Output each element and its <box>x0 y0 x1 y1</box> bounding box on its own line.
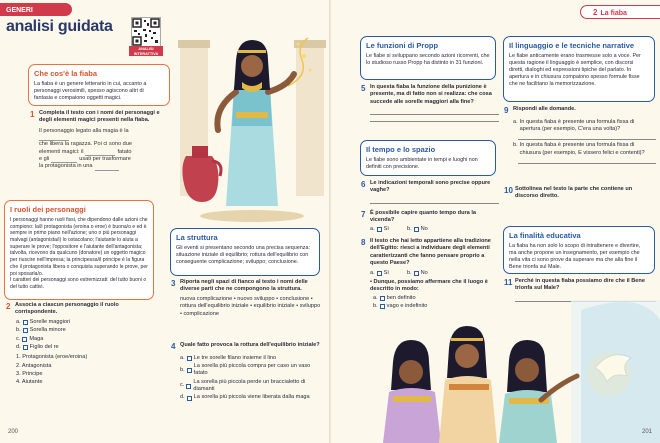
no-option[interactable]: b. No <box>406 269 428 276</box>
fill-line-2: che libera la ragazza. Poi ci sono due <box>39 141 132 148</box>
qr-code[interactable] <box>131 17 161 47</box>
question-text: Perché in questa fiaba possiamo dire che il Bene trionfa sul Male? <box>515 278 645 292</box>
role-item: 1. Protagonista (eroe/eroina) <box>16 354 88 361</box>
question-number: 7 <box>361 210 366 219</box>
box-title: Che cos'è la fiaba <box>34 69 98 78</box>
box-title: La struttura <box>176 233 218 242</box>
answer-line[interactable] <box>518 157 656 164</box>
question-4 <box>171 342 323 402</box>
match-option[interactable]: d. Figlio del re <box>16 343 59 350</box>
question-number: 3 <box>171 279 176 288</box>
yes-option[interactable]: a. Sì <box>370 269 389 276</box>
question-number: 6 <box>361 180 366 189</box>
box-linguaggio <box>503 36 655 102</box>
box-body: I personaggi hanno ruoli fissi, che dipendono dalle azioni che compiono: la/il protagonista (eroina o eroe) è buona/o e ed è sempre in primo piano nell'azione; uno o più personaggi malvagi (antagonista/i) lo ostacolano; l'aiutante lo aiuta a superare le prove; l'oppositore e l'aiutante dell'antagonista; talvolta, ricevono da qualcuno (donatore) un oggetto magico per riuscire nell'impresa; la principessa/il principe è la figura che il protagonista libera o conquista superando le prove, per poi sposarla/o. <box>10 216 148 277</box>
box-tempo-spazio <box>360 140 496 176</box>
box-title: La finalità educativa <box>509 231 581 240</box>
page-title: analisi guidata <box>6 18 113 35</box>
role-item: 4. Aiutante <box>16 379 43 386</box>
question-number: 2 <box>6 302 11 311</box>
question-1: 1 Completa il testo con i nomi dei personaggi e degli elementi magici presenti nella fiaba. Il personaggio legato alla magia è la che libera la ragazza. Poi ci sono due elementi magici: il fatato e gli usati per trasformare la protagonista in una <box>30 110 170 171</box>
box-body: La fiaba è un genere letterario in cui, accanto a personaggi verosimili, spesso agiscono altri di fantasia e compaiono oggetti magici. <box>34 80 147 102</box>
box-title: I ruoli dei personaggi <box>10 205 86 214</box>
left-page <box>0 0 329 443</box>
question-text: In questa fiaba la funzione della punizione è presente, ma di fatto non si realizza: che cosa succede alle sorelle maggiori alla fine? <box>370 84 492 105</box>
genre-tag: GENERI <box>0 3 72 16</box>
structure-items: nuova complicazione • nuovo sviluppo • conclusione • rottura dell'equilibrio iniziale • equilibrio iniziale • sviluppo • complicazione <box>180 295 321 317</box>
match-option[interactable]: a. Sorelle maggiori <box>16 318 71 325</box>
question-text: Completa il testo con i nomi dei personaggi e degli elementi magici presenti nella fiaba. <box>39 110 160 124</box>
role-item: 2. Antagonista <box>16 362 52 369</box>
box-ruoli-personaggi <box>4 200 154 300</box>
egyptian-woman-illustration <box>178 16 326 226</box>
question-number: 11 <box>504 278 513 287</box>
question-6 <box>361 180 499 204</box>
page-number: 201 <box>641 429 652 436</box>
answer-line[interactable] <box>370 115 499 122</box>
box-finalita-educativa <box>503 226 655 274</box>
question-7 <box>361 210 499 233</box>
question-number: 1 <box>30 110 35 119</box>
question-number: 4 <box>171 342 176 351</box>
box-title: Le funzioni di Propp <box>366 41 439 50</box>
question-5 <box>361 84 499 122</box>
answer-line[interactable] <box>370 197 499 204</box>
question-text: Rispondi alle domande. <box>513 106 576 112</box>
question-text: Riporta negli spazi di fianco al testo i nomi delle diverse parti che ne compongono la struttura. <box>180 279 308 293</box>
right-page <box>331 0 660 443</box>
answer-line[interactable] <box>370 108 499 115</box>
match-option[interactable]: b. Sorella minore <box>16 327 66 334</box>
box-che-cose-fiaba <box>28 64 170 106</box>
box-body: Le fiabe si sviluppano secondo azioni ricorrenti, che lo studioso russo Propp ha distinto in 31 funzioni. <box>366 52 490 67</box>
page-number: 200 <box>8 429 19 436</box>
answer-option[interactable]: a. ben definito <box>373 294 416 301</box>
question-number: 9 <box>504 106 509 115</box>
box-title: Il linguaggio e le tecniche narrative <box>509 41 635 50</box>
question-number: 10 <box>504 186 513 195</box>
answer-option[interactable]: b. vago e indefinito <box>373 303 428 309</box>
follow-up-text: • Dunque, possiamo affermare che il luogo è descritto in modo: <box>370 278 488 293</box>
question-text: Quale fatto provoca la rottura dell'equilibrio iniziale? <box>180 342 320 348</box>
box-title: Il tempo e lo spazio <box>366 145 436 154</box>
question-11 <box>504 278 656 302</box>
question-2 <box>6 302 156 387</box>
question-10 <box>504 186 656 201</box>
answer-option[interactable]: a. Le tre sorelle filano insieme il lino <box>180 354 277 361</box>
box-body: Le fiabe sono ambientate in tempi e luoghi non definiti con precisione. <box>366 156 478 171</box>
question-number: 8 <box>361 238 366 247</box>
no-option[interactable]: b. No <box>406 225 428 232</box>
question-9 <box>504 106 656 164</box>
question-3 <box>171 279 323 318</box>
sub-question-a: a. In questa fiaba è presente una formula fissa di apertura (per esempio, C'era una volta)? <box>513 118 635 132</box>
question-text: Sottolinea nel testo la parte che contiene un discorso diretto. <box>515 186 633 200</box>
question-text: Associa a ciascun personaggio il ruolo corrispondente. <box>15 302 119 316</box>
box-body: La fiaba ha non solo lo scopo di intrattenere e divertire, ma anche propone un insegnamento, per esempio che nella vita ci sono prove da superare ma che alla fine il Bene trionfa sul Male. <box>509 242 641 271</box>
yes-option[interactable]: a. Sì <box>370 225 389 232</box>
question-text: Il testo che hai letto appartiene alla tradizione dell'Egitto: riesci a individuare degli elementi caratterizzanti che fanno pensare proprio a questo Paese? <box>370 238 491 267</box>
qr-label: ANALISI INTERATTIVA <box>129 46 163 56</box>
box-funzioni-propp <box>360 36 496 80</box>
box-body: Gli eventi si presentano secondo una precisa sequenza: situazione iniziale di equilibrio; rottura dell'equilibrio con conseguente complicazione; sviluppo; conclusione. <box>176 244 310 266</box>
box-struttura <box>170 228 320 276</box>
question-text: È possibile capire quanto tempo dura la vicenda? <box>370 210 476 224</box>
blank-input[interactable] <box>95 165 119 171</box>
sub-question-b: b. In questa fiaba è presente una formula fissa di chiusura (per esempio, E vissero felici e contenti)? <box>513 142 645 156</box>
answer-option[interactable]: c. La sorella più piccola perde un braccialetto di diamanti <box>180 378 306 393</box>
box-body: Le fiabe anticamente erano trasmesse solo a voce. Per questa ragione il linguaggio è semplice, con discorsi diretti, dialoghi ed espressioni tipiche del parlato. In apertura e in chiusura compaiono spesso formule fisse che ne facilitano la memorizzazione. <box>509 52 641 88</box>
answer-line[interactable] <box>518 133 656 140</box>
role-item: 3. Principe <box>16 371 43 377</box>
box-body-2: I caratteri dei personaggi sono estremizzati: del tutto buoni o del tutto cattivi. <box>10 277 147 291</box>
chapter-tag: 2 La fiaba <box>580 5 660 19</box>
answer-option[interactable]: b. La sorella più piccola compra per caso un vaso fatato <box>180 362 311 377</box>
sisters-illustration <box>381 300 660 443</box>
question-text: Le indicazioni temporali sono precise oppure vaghe? <box>370 180 491 194</box>
question-number: 5 <box>361 84 366 93</box>
match-option[interactable]: c. Maga <box>16 335 44 342</box>
fill-line-1: Il personaggio legato alla magia è la <box>39 127 129 134</box>
answer-option[interactable]: d. La sorella più piccola viene liberata dalla maga <box>180 394 310 401</box>
